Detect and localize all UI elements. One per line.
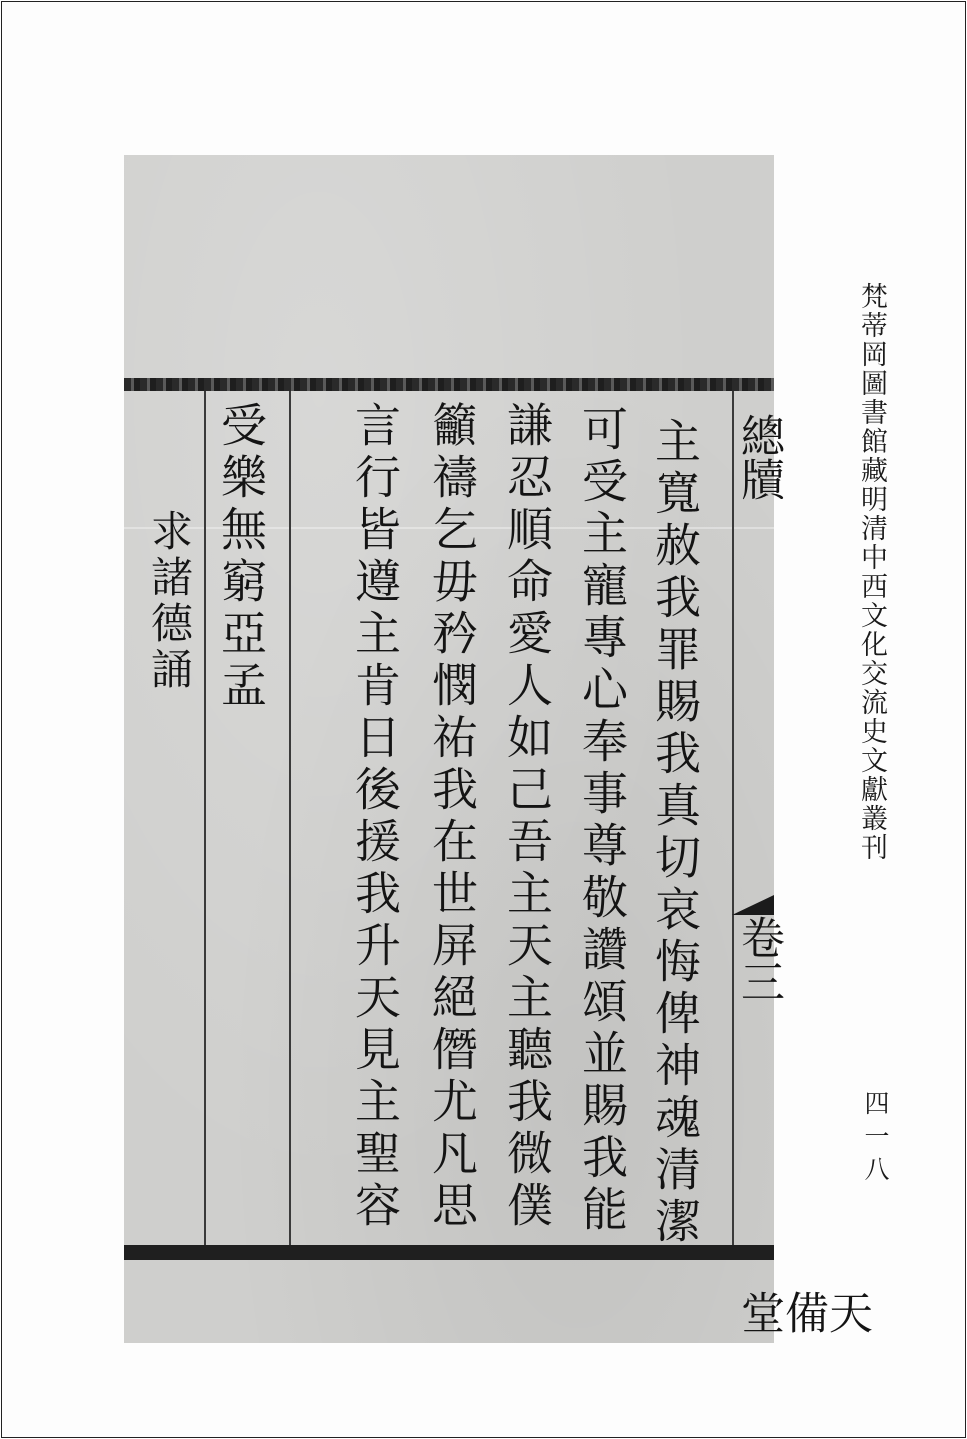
block-center-column xyxy=(732,395,872,1334)
text-column: 謙忍順命愛人如己吾主天主聽我微僕 xyxy=(500,401,554,1233)
column-rule xyxy=(289,391,291,1245)
text-column: 可受主寵專心奉事尊敬讚頌並賜我能 xyxy=(575,405,629,1237)
frame-top-border xyxy=(124,378,774,391)
series-title: 梵蒂岡圖書館藏明清中西文化交流史文獻叢刊 xyxy=(856,282,887,862)
fishtail-mark xyxy=(732,895,774,915)
section-heading: 求諸德誦 xyxy=(145,509,194,693)
text-column: 受樂無窮亞孟 xyxy=(214,401,268,713)
page-number: 四一八 xyxy=(861,1090,890,1189)
juan-label: 卷三 xyxy=(733,915,784,1003)
text-column: 籲禱乞毋矜憫祐我在世屏絕僭尤凡思 xyxy=(425,401,479,1233)
publisher-name: 天備堂 xyxy=(733,1290,872,1334)
text-column: 言行皆遵主肯日後援我升天見主聖容 xyxy=(348,401,402,1233)
text-column: 主寬赦我罪賜我真切哀悔俾神魂清潔 xyxy=(648,417,702,1249)
column-rule xyxy=(204,391,206,1245)
book-title: 總牘 xyxy=(733,413,784,501)
